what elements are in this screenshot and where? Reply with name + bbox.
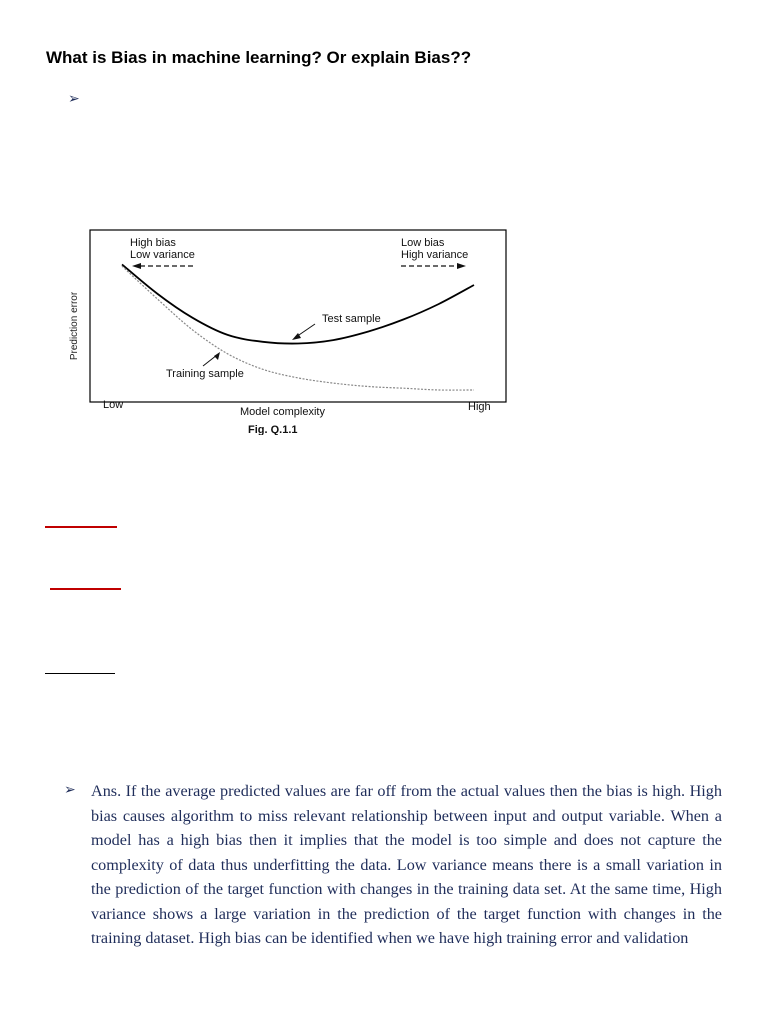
training-sample-label: Training sample (166, 368, 244, 380)
x-axis-label: Model complexity (240, 406, 325, 418)
bias-variance-chart (60, 220, 520, 435)
left-note-line1: High bias (130, 237, 176, 249)
test-sample-curve (122, 264, 474, 343)
empty-bullet: ➢ (68, 90, 80, 106)
train-label-pointer (203, 352, 220, 366)
black-rule (45, 673, 115, 674)
test-label-pointer (292, 324, 315, 340)
y-axis-label: Prediction error (69, 291, 80, 361)
bias-variance-figure (60, 220, 520, 435)
answer-paragraph: Ans. If the average predicted values are far off from the actual values then the bias is high. High bias causes algorithm to miss relevant relationship between input and output variable. When a model has a high bias then it implies that the model is too simple and does not capture the complexity of data thus underfitting the data. Low variance means there is a small variation in the prediction of the target function with changes in the training data set. At the same time, High variance shows a large variation in the prediction of the target function with changes in the training dataset. High bias can be identified when we have high training error and validation (91, 782, 722, 947)
left-note-line2: Low variance (130, 249, 195, 261)
right-note-line2: High variance (401, 249, 469, 261)
figure-caption: Fig. Q.1.1 (248, 424, 298, 435)
red-rule-2 (50, 588, 121, 590)
right-note-line1: Low bias (401, 237, 445, 249)
test-sample-label: Test sample (322, 313, 381, 325)
x-high-label: High (468, 401, 491, 413)
arrow-bullet-icon: ➢ (64, 783, 76, 798)
answer-block (64, 779, 722, 951)
x-low-label: Low (103, 399, 124, 411)
left-dashed-arrow (132, 263, 196, 269)
red-rule-1 (45, 526, 117, 528)
question-title: What is Bias in machine learning? Or explain Bias?? (46, 48, 472, 67)
right-dashed-arrow (401, 263, 466, 269)
